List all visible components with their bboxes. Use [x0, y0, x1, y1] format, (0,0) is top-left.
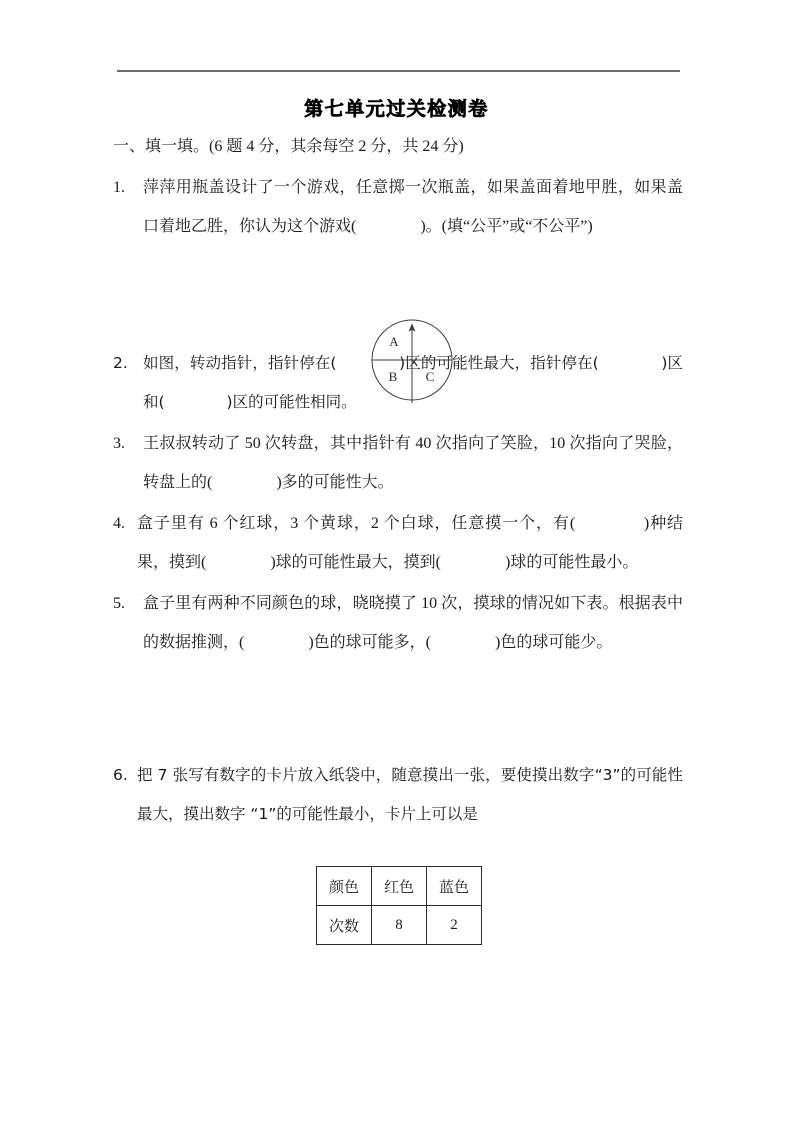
question-1-text: 萍萍用瓶盖设计了一个游戏，任意掷一次瓶盖，如果盖面着地甲胜，如果盖口着地乙胜，你认为这个游戏( )。(填“公平”或“不公平”) — [143, 179, 683, 235]
prob-table-spacer — [113, 664, 683, 756]
question-6-text: 把 7 张写有数字的卡片放入纸袋中，随意摸出一张，要使摸出数字“3”的可能性最大，摸出数字 “1”的可能性最小，卡片上可以是 — [137, 766, 683, 823]
header-rule — [117, 70, 680, 72]
table-cell-count-red: 8 — [372, 906, 427, 945]
question-5-text: 盒子里有两种不同颜色的球，晓晓摸了 10 次，摸球的情况如下表。根据表中的数据推测，( )色的球可能多，( )色的球可能少。 — [143, 595, 683, 651]
worksheet-content — [113, 132, 683, 836]
spinner-label-a: A — [389, 334, 399, 349]
question-5 — [113, 584, 683, 662]
question-3 — [113, 424, 683, 502]
spinner-diagram — [370, 318, 454, 404]
spinner-label-b: B — [388, 369, 398, 384]
probability-table-wrapper — [316, 866, 482, 945]
table-cell-count-blue: 2 — [427, 906, 482, 945]
table-cell-color-blue: 蓝色 — [427, 867, 482, 906]
question-4 — [113, 504, 683, 582]
probability-table — [316, 866, 482, 945]
table-cell-color-red: 红色 — [372, 867, 427, 906]
question-5-number: 5. — [113, 595, 125, 612]
question-1 — [113, 168, 683, 246]
question-4-number: 4. — [113, 515, 125, 532]
page-title: 第七单元过关检测卷 — [304, 98, 489, 120]
question-4-text: 盒子里有 6 个红球，3 个黄球，2 个白球，任意摸一个，有( )种结果，摸到( )球的可能性最大，摸到( )球的可能性最小。 — [137, 515, 683, 571]
question-1-number: 1. — [113, 179, 125, 196]
question-6 — [113, 756, 683, 834]
section-heading-fill-in-the-blank: 一、填一填。(6 题 4 分，其余每空 2 分，共 24 分) — [113, 138, 464, 155]
table-cell-count-label: 次数 — [317, 906, 372, 945]
table-header-row — [317, 867, 482, 906]
table-cell-color-label: 颜色 — [317, 867, 372, 906]
table-data-row — [317, 906, 482, 945]
spinner-label-c: C — [425, 369, 435, 384]
spinner-svg — [370, 318, 454, 404]
question-2-number: 2. — [113, 354, 128, 372]
question-6-number: 6. — [113, 766, 128, 784]
question-3-number: 3. — [113, 435, 125, 452]
question-3-text: 王叔叔转动了 50 次转盘，其中指针有 40 次指向了笑脸，10 次指向了哭脸，转盘上的( )多的可能性大。 — [143, 435, 683, 491]
question-2-text: 如图，转动指针，指针停在( )区的可能性最大，指针停在( )区和( )区的可能性相同。 — [143, 354, 683, 411]
